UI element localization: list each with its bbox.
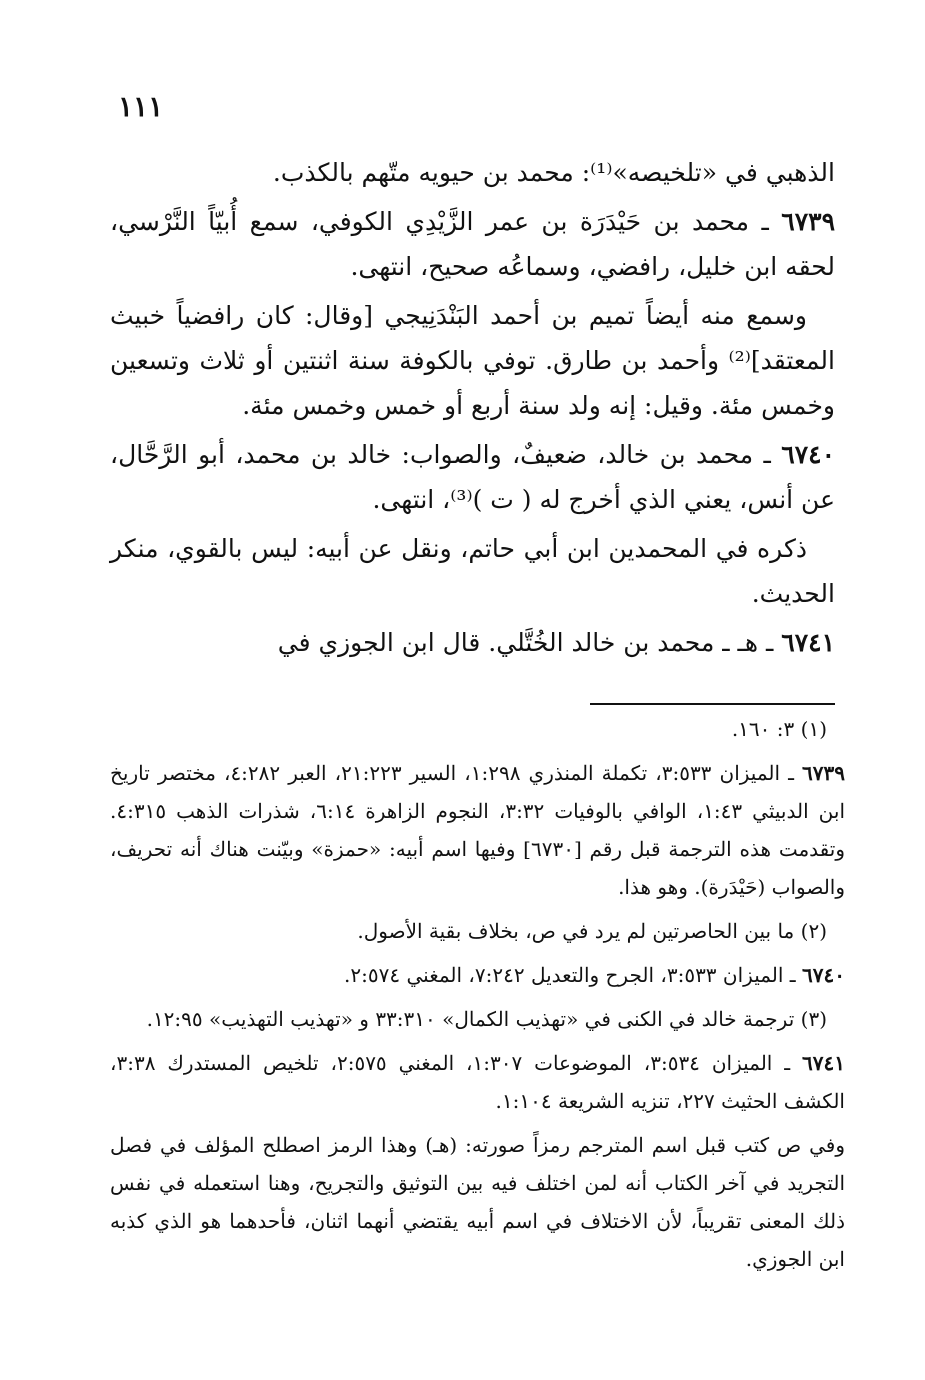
footnote-entry-text: ـ الميزان ٣:٥٣٣، تكملة المنذري ١:٢٩٨، السير ٢١:٢٢٣، العبر ٤:٢٨٢، مختصر تاريخ ابن الدبيثي ١:٤٣، الوافي بالوفيات ٣:٣٢، النجوم الزاهرة ٦:١٤، شذرات الذهب ٤:٣١٥. وتقدمت هذه الترجمة قبل رقم [٦٧٣٠] وفيها اسم أبيه: «حمزة» وبيّنت هناك أنه تحريف، والصواب (حَيْدَرة). وهو هذا. <box>110 761 846 899</box>
entry-number: ٦٧٤٠ <box>781 440 835 469</box>
entry-text: ـ هـ ـ محمد بن خالد الخُتَّلي. قال ابن الجوزي في <box>277 628 774 657</box>
footnote-divider <box>590 703 835 705</box>
entry-number: ٦٧٣٩ <box>781 207 835 236</box>
paragraph: ذكره في المحمدين ابن أبي حاتم، ونقل عن أبيه: ليس بالقوي، منكر الحديث. <box>110 534 835 608</box>
footnote-entry-text: ـ الميزان ٣:٥٣٤، الموضوعات ١:٣٠٧، المغني ٢:٥٧٥، تلخيص المستدرك ٣:٣٨، الكشف الحثيث ٢٢٧، تنزيه الشريعة ١:١٠٤. <box>110 1051 845 1113</box>
footnote-entry-6740 <box>110 956 845 994</box>
footnote-3: (٣) ترجمة خالد في الكنى في «تهذيب الكمال» ٣٣:٣١٠ و «تهذيب التهذيب» ١٢:٩٥. <box>146 1007 827 1031</box>
footnote-1: (١) ٣: ١٦٠. <box>731 717 827 741</box>
footnote-entry-6739 <box>110 754 845 906</box>
footnote-entry-number: ٦٧٤٠ <box>802 963 845 987</box>
footnote-entry-number: ٦٧٣٩ <box>802 761 846 785</box>
entry-6740 <box>110 432 835 522</box>
footnote-entry-text: ـ الميزان ٣:٥٣٣، الجرح والتعديل ٧:٢٤٢، المغني ٢:٥٧٤. <box>344 963 796 987</box>
entry-6739 <box>110 199 835 289</box>
footnote-2: (٢) ما بين الحاصرتين لم يرد في ص، بخلاف بقية الأصول. <box>357 919 827 943</box>
footnote-entry-number: ٦٧٤١ <box>802 1051 845 1075</box>
entry-text: ـ محمد بن حَيْدَرَة بن عمر الزَّيْدِي الكوفي، سمع أُبيّاً النَّرْسي، لحقه ابن خليل، رافضي، وسماعُه صحيح، انتهى. <box>110 207 835 281</box>
entry-text: ـ محمد بن خالد، ضعيفٌ، والصواب: خالد بن محمد، أبو الرَّحَّال، عن أنس، يعني الذي أخرج له ( ت )⁽³⁾، انتهى. <box>110 440 835 514</box>
footnotes <box>110 710 845 1284</box>
page-number: ١١١ <box>118 90 164 123</box>
entry-number: ٦٧٤١ <box>781 628 835 657</box>
entry-6741 <box>110 620 835 665</box>
footnote-note: وفي ص كتب قبل اسم المترجم رمزاً صورته: (هـ) وهذا الرمز اصطلح المؤلف في فصل التجريد في آخر الكتاب أنه لمن اختلف فيه بين التوثيق والتجريح، وهنا استعمله في نفس ذلك المعنى تقريباً، لأن الاختلاف في اسم أبيه يقتضي أنهما اثنان، فأحدهما هو الذي كذبه ابن الجوزي. <box>110 1133 846 1271</box>
paragraph: وسمع منه أيضاً تميم بن أحمد البَنْدَنِيجي [وقال: كان رافضياً خبيث المعتقد]⁽²⁾ وأحمد بن طارق. توفي بالكوفة سنة اثنتين أو ثلاث وتسعين وخمس مئة. وقيل: إنه ولد سنة أربع أو خمس وخمس مئة. <box>110 301 835 420</box>
footnote-entry-6741 <box>110 1044 845 1120</box>
main-text <box>110 150 835 669</box>
paragraph-continuation: الذهبي في «تلخيصه»⁽¹⁾: محمد بن حيويه متّهم بالكذب. <box>272 158 835 187</box>
